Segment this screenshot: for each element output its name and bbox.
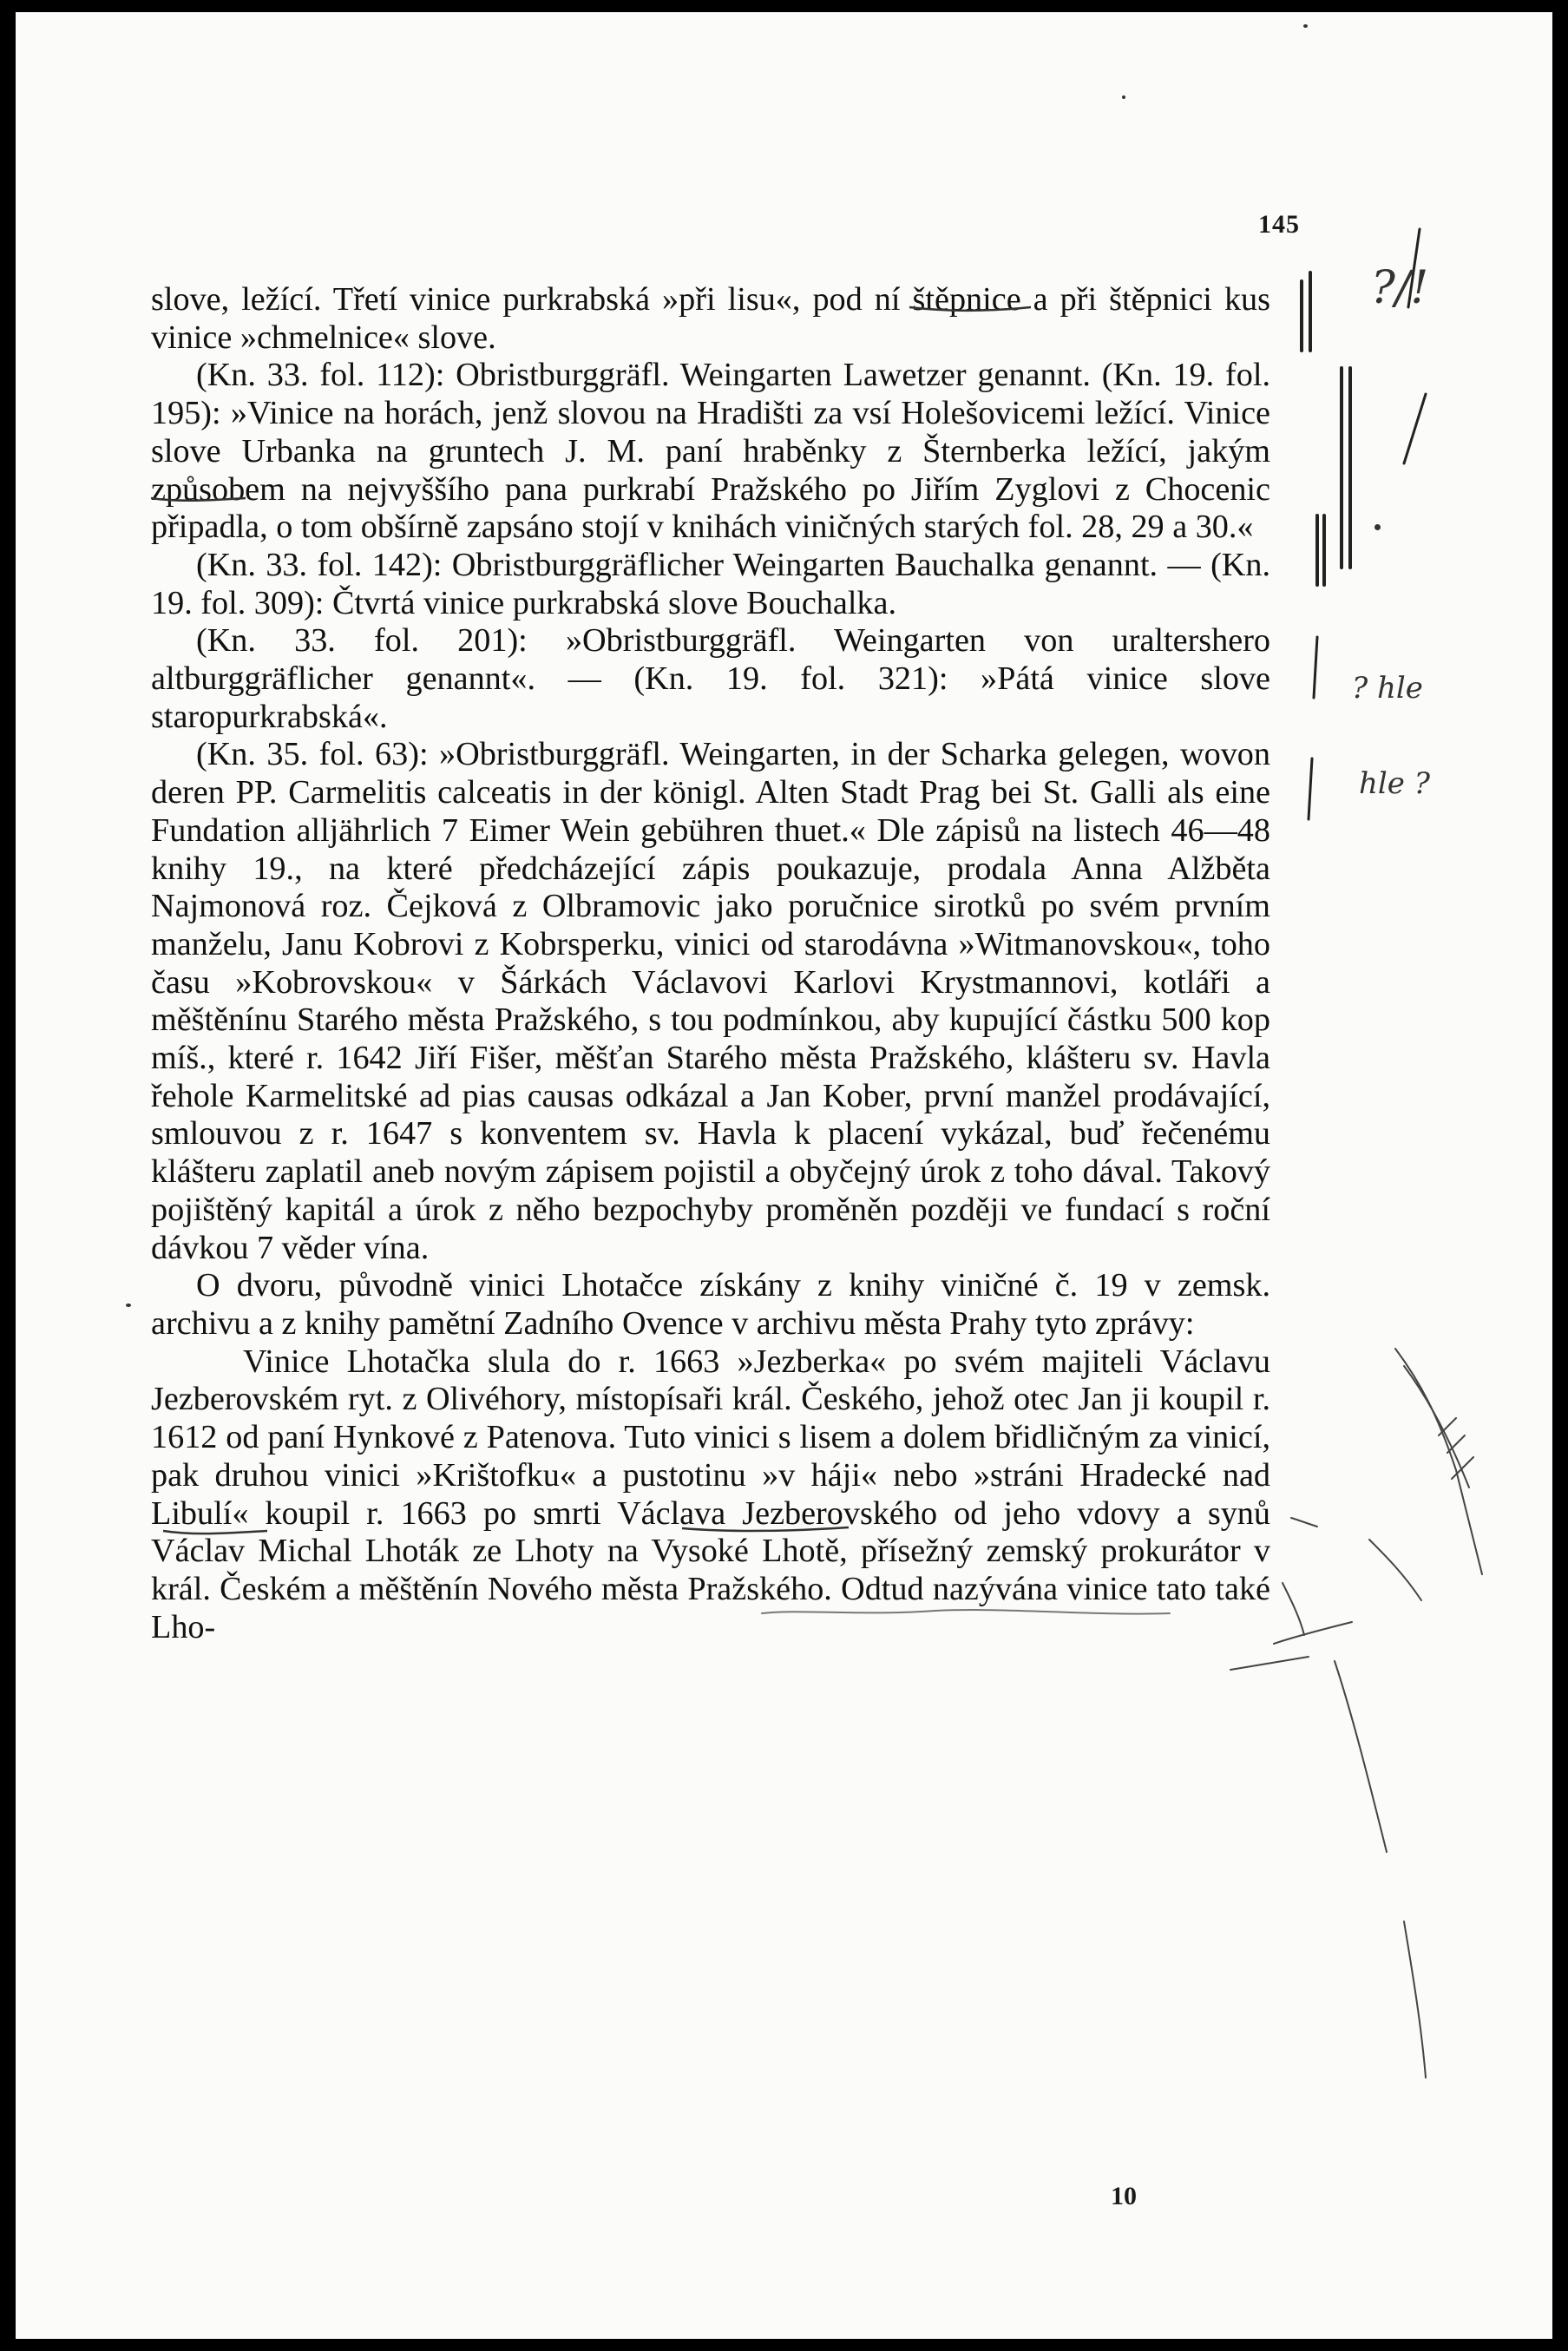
- page-number: 145: [1258, 210, 1300, 239]
- dust-speck: [1122, 95, 1125, 99]
- margin-note-low: hle ?: [1359, 766, 1430, 801]
- margin-note-mid: ? hle: [1352, 671, 1423, 706]
- signature-mark: 10: [1111, 2182, 1137, 2210]
- document-page: [16, 12, 1552, 2339]
- body-text: [151, 281, 1270, 1646]
- dust-speck: [1303, 24, 1308, 28]
- margin-note-top: ?/!: [1371, 262, 1429, 314]
- paragraph: (Kn. 33. fol. 201): »Obristburggräfl. Weingarten von uraltershero altburggräflicher genannt«. — (Kn. 19. fol. 321): »Pátá vinice slove staropurkrabská«.: [151, 622, 1270, 735]
- margin-mark-lines: [1302, 229, 1429, 819]
- paragraph: (Kn. 33. fol. 112): Obristburggräfl. Weingarten Lawetzer genannt. (Kn. 19. fol. 195): »Vinice na horách, jenž slovou na Hradišti za vsí Holešovicemi ležící. Vinice slove Urbanka na gruntech J. M. paní hraběnky z Šternberka ležící, jakým způsobem na nejvyššího pana purkrabí Pražského po Jiřím Zyglovi z Chocenic připadla, o tom obšírně zapsáno stojí v knihách viničných starých fol. 28, 29 a 30.«: [151, 357, 1270, 546]
- paragraph: Vinice Lhotačka slula do r. 1663 »Jezberka« po svém majiteli Václavu Jezberovském ryt. z Olivéhory, místopísaři král. Českého, jehož otec Jan ji koupil r. 1612 od paní Hynkové z Patenova. Tuto vinici s lisem a dolem břidličným za vinicí, pak druhou vinici »Krištofku« a pustotinu »v háji« nebo »stráni Hradecké nad Libulí« koupil r. 1663 po smrti Václava Jezberovského od jeho vdovy a synů Václav Michal Lhoták ze Lhoty na Vysoké Lhotě, přísežný zemský prokurátor v král. Českém a měštěnín Nového města Pražského. Odtud nazývána vinice tato také Lho-: [151, 1343, 1270, 1645]
- paragraph: (Kn. 33. fol. 142): Obristburggräflicher Weingarten Bauchalka genannt. — (Kn. 19. fol. 309): Čtvrtá vinice purkrabská slove Bouchalka.: [151, 546, 1270, 621]
- paragraph: O dvoru, původně vinici Lhotačce získány z knihy viničné č. 19 v zemsk. archivu a z knihy pamětní Zadního Ovence v archivu města Prahy tyto zprávy:: [151, 1267, 1270, 1342]
- dust-speck: [126, 1304, 131, 1307]
- dust-speck: [1374, 524, 1381, 530]
- paragraph: slove, ležící. Třetí vinice purkrabská »při lisu«, pod ní štěpnice a při štěpnici kus vinice »chmelnice« slove.: [151, 281, 1270, 356]
- paragraph: (Kn. 35. fol. 63): »Obristburggräfl. Weingarten, in der Scharka gelegen, wovon deren PP. Carmelitis calceatis in der königl. Alten Stadt Prag bei St. Galli als eine Fundation alljährlich 7 Eimer Wein gebühren thuet.« Dle zápisů na listech 46—48 knihy 19., na které předcházející zápis poukazuje, prodala Anna Alžběta Najmonová roz. Čejková z Olbramovic jako poručnice sirotků po svém prvním manželu, Janu Kobrovi z Kobrsperku, vinici od starodávna »Witmanovskou«, toho času »Kobrovskou« v Šárkách Václavovi Karlovi Krystmannovi, kotláři a měštěnínu Starého města Pražského, s tou podmínkou, aby kupující částku 500 kop míš., které r. 1642 Jiří Fišer, měšťan Starého města Pražského, klášteru sv. Havla řehole Karmelitské ad pias causas odkázal a Jan Kober, první manžel prodávající, smlouvou z r. 1647 s konventem sv. Havla k placení vykázal, buď řečenému klášteru zaplatil aneb novým zápisem pojistil a obyčejný úrok z toho dával. Takový pojištěný kapitál a úrok z něho bezpochyby proměněn později ve fundací s roční dávkou 7 věder vína.: [151, 736, 1270, 1266]
